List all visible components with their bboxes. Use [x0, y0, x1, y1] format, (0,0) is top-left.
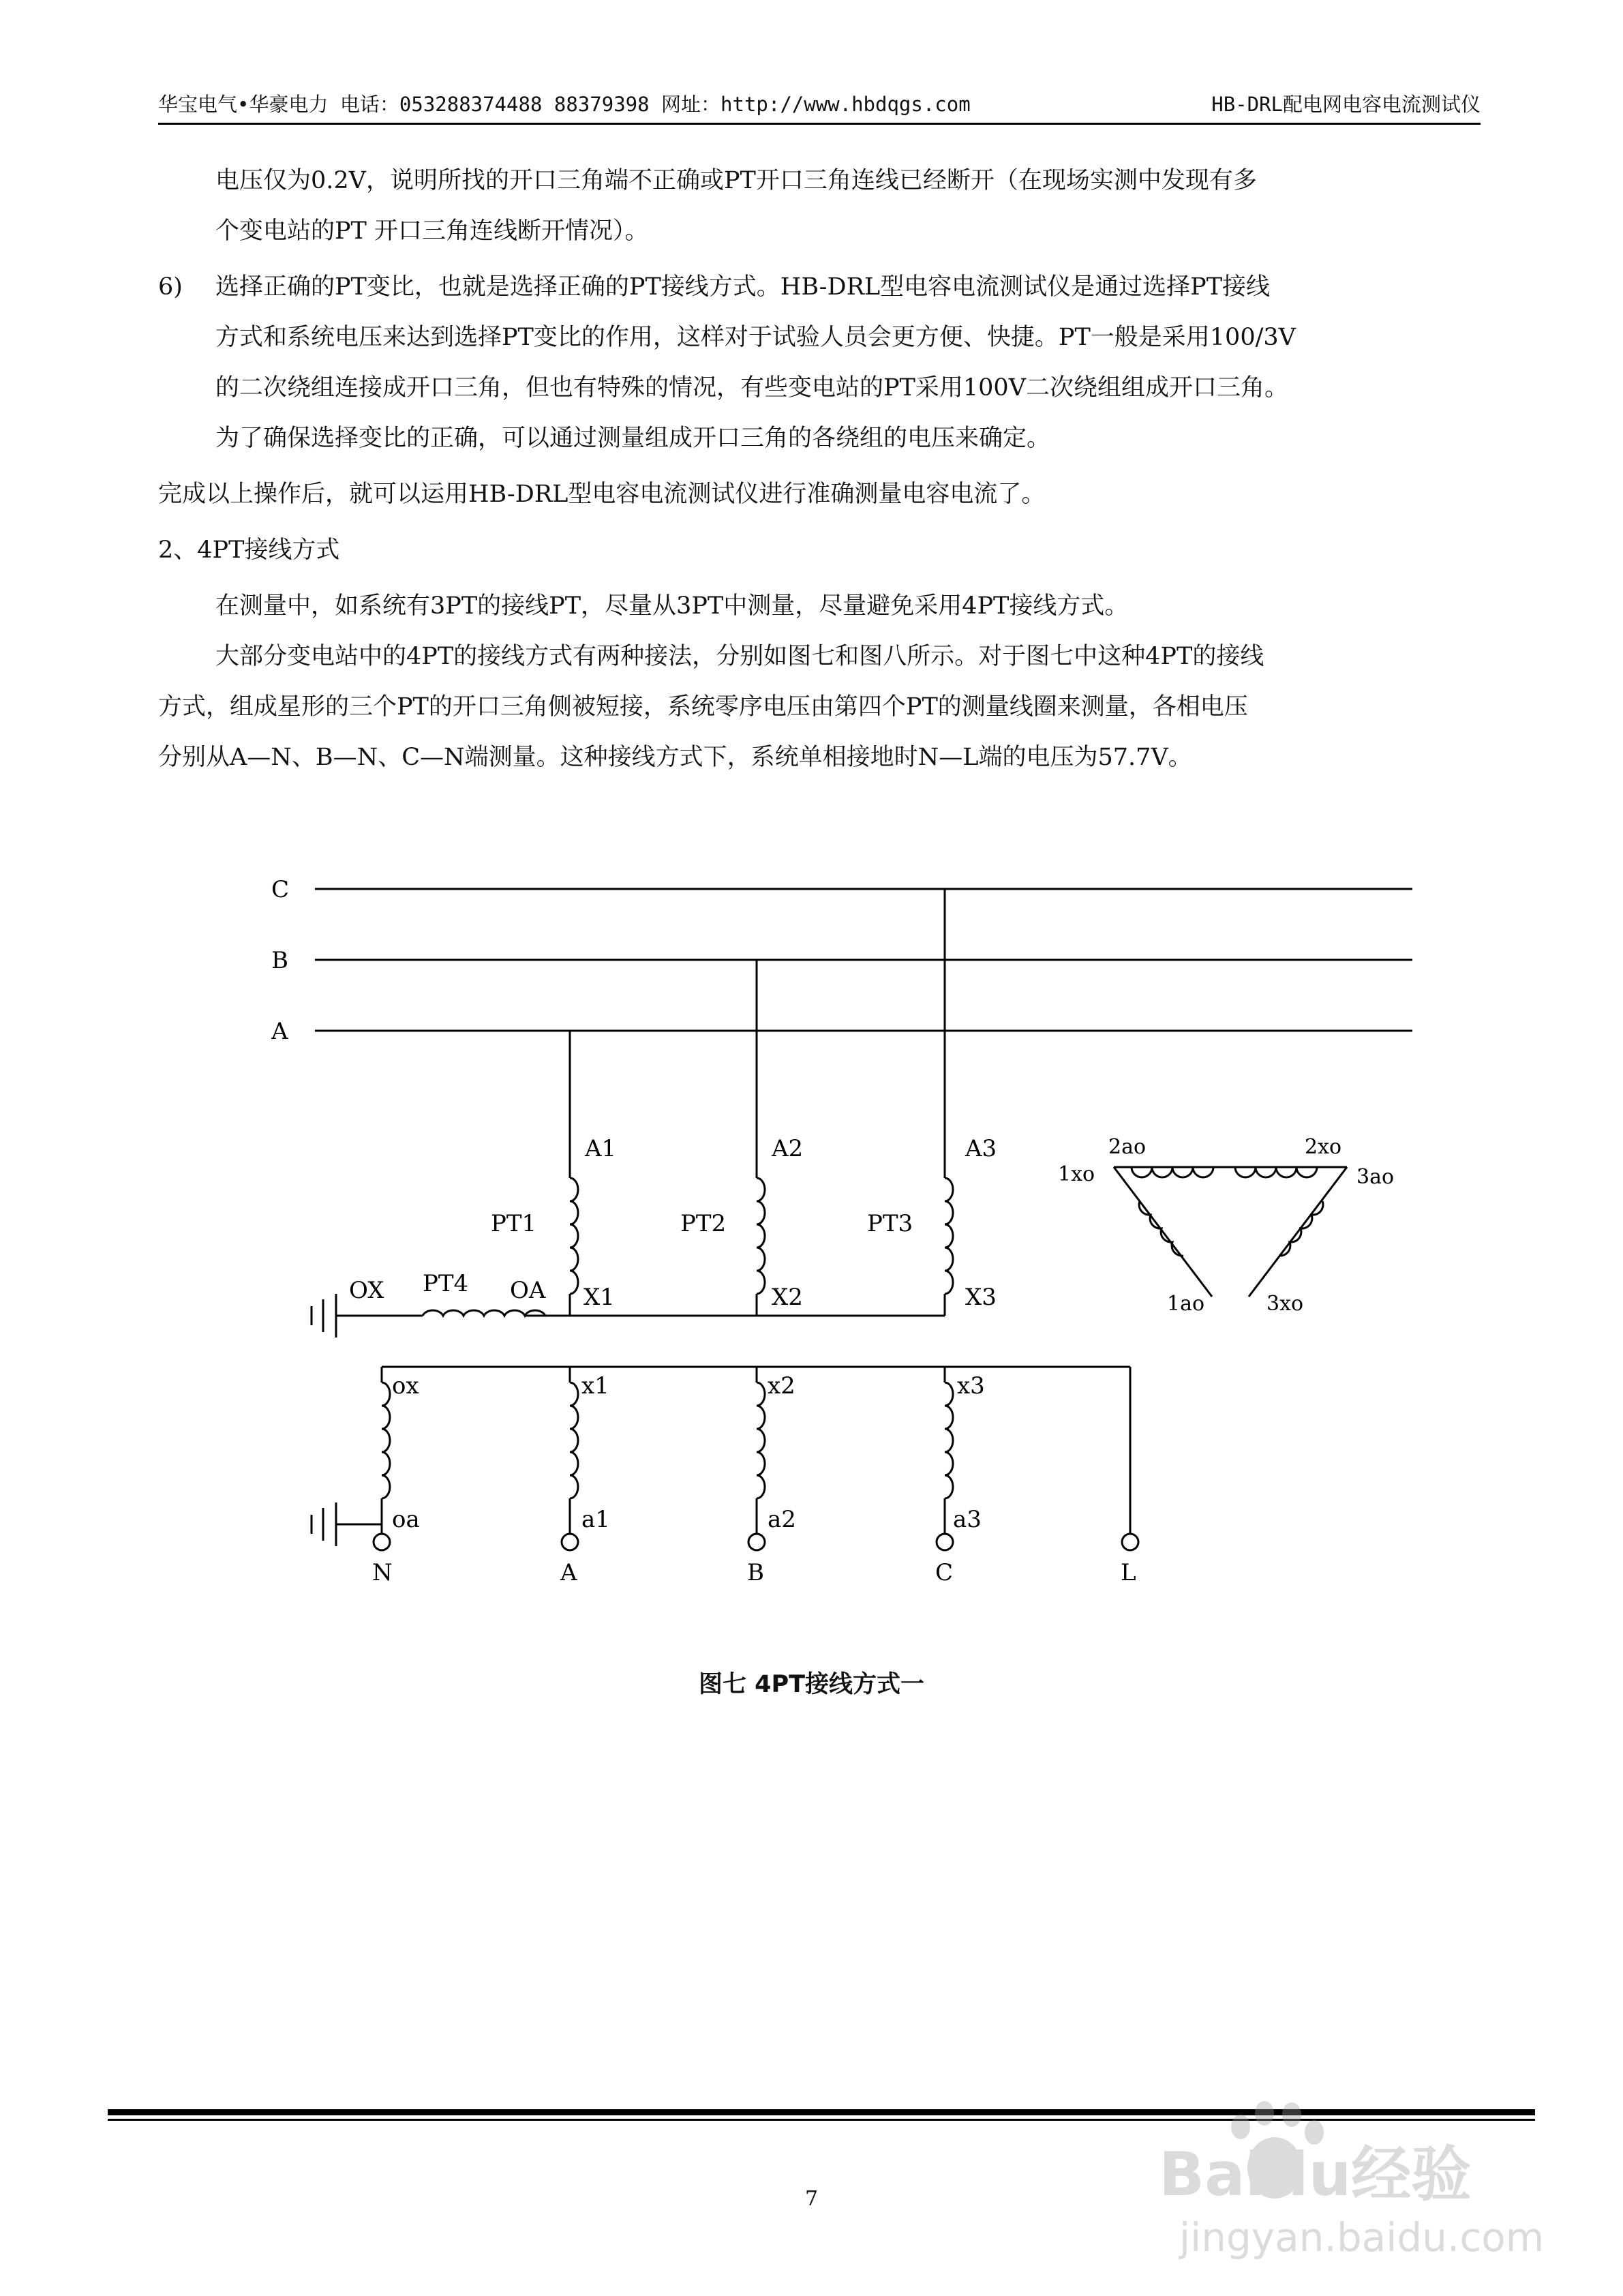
pt2-coil — [757, 1178, 765, 1294]
x1-up-label: X1 — [583, 1284, 615, 1311]
term-l-label: L — [1121, 1559, 1136, 1586]
summary-paragraph: 完成以上操作后，就可以运用HB-DRL型电容电流测试仪进行准确测量电容电流了。 — [158, 481, 1046, 508]
header-company-contact: 华宝电气•华豪电力 电话：053288374488 88379398 网址：http://www.hbdqgs.com — [158, 93, 971, 116]
sa1-label: a1 — [581, 1506, 610, 1533]
terminal-c — [937, 1534, 953, 1550]
term-n-label: N — [372, 1559, 393, 1586]
terminal-a — [562, 1534, 578, 1550]
pt4-label: PT4 — [423, 1270, 469, 1297]
delta-left-edge — [1114, 1167, 1212, 1297]
ox-up-label: OX — [349, 1277, 384, 1304]
bus-b-label: B — [271, 947, 288, 974]
header-product-title: HB-DRL配电网电容电流测试仪 — [1211, 93, 1481, 116]
a2-label: A2 — [772, 1135, 804, 1162]
para-line: 大部分变电站中的4PT的接线方式有两种接法，分别如图七和图八所示。对于图七中这种4PT的接线 — [215, 643, 1264, 670]
x2-up-label: X2 — [772, 1284, 803, 1311]
ox-label: ox — [392, 1372, 419, 1400]
baidu-watermark — [1152, 2072, 1561, 2277]
terminal-b — [748, 1534, 765, 1550]
oa-label: oa — [392, 1506, 420, 1533]
x1-label: x1 — [581, 1372, 609, 1400]
figure-caption: 图七 4PT接线方式一 — [698, 1671, 925, 1698]
page-number: 7 — [804, 2187, 819, 2211]
a3-label: A3 — [965, 1135, 997, 1162]
term-b-label: B — [747, 1559, 764, 1586]
delta-top-coil — [1132, 1167, 1213, 1177]
sa2-label: a2 — [768, 1506, 796, 1533]
terminal-n — [374, 1534, 390, 1550]
term-c-label: C — [935, 1559, 954, 1586]
oa-up-label: OA — [510, 1277, 546, 1304]
pt2-label: PT2 — [680, 1210, 727, 1237]
para-line: 的二次绕组连接成开口三角，但也有特殊的情况，有些变电站的PT采用100V二次绕组组成开口三角。 — [215, 374, 1288, 402]
para-line: 方式和系统电压来达到选择PT变比的作用，这样对于试验人员会更方便、快捷。PT一般是采用100/3V — [215, 324, 1296, 351]
list-number: 6) — [158, 273, 183, 301]
delta-3ao-label: 3ao — [1356, 1165, 1395, 1189]
para-line: 方式，组成星形的三个PT的开口三角侧被短接，系统零序电压由第四个PT的测量线圈来测量，各相电压 — [158, 693, 1248, 721]
x3-up-label: X3 — [965, 1284, 997, 1311]
sa3-label: a3 — [953, 1506, 982, 1533]
measure-paragraph: 在测量中，如系统有3PT的接线PT，尽量从3PT中测量，尽量避免采用4PT接线方式。 — [215, 592, 1129, 620]
section-heading: 2、4PT接线方式 — [158, 537, 340, 564]
para-line: 选择正确的PT变比，也就是选择正确的PT接线方式。HB-DRL型电容电流测试仪是通过选择PT接线 — [215, 273, 1271, 301]
delta-top-coil-2 — [1235, 1167, 1317, 1177]
delta-right-edge — [1249, 1167, 1347, 1297]
x3-label: x3 — [957, 1372, 985, 1400]
ox-coil — [382, 1383, 390, 1498]
x1-coil — [570, 1383, 578, 1498]
watermark-url: jingyan.baidu.com — [1179, 2214, 1545, 2261]
bus-c-label: C — [271, 876, 290, 903]
x3-coil — [945, 1383, 953, 1498]
delta-2xo-label: 2xo — [1305, 1135, 1342, 1159]
bus-a-label: A — [271, 1018, 288, 1045]
delta-1ao-label: 1ao — [1167, 1292, 1205, 1316]
term-a-label: A — [560, 1559, 577, 1586]
para-line: 分别从A—N、B—N、C—N端测量。这种接线方式下，系统单相接地时N—L端的电压为57.7V。 — [158, 744, 1192, 771]
pt1-label: PT1 — [491, 1210, 537, 1237]
pt3-coil — [945, 1178, 953, 1294]
pt1-coil — [570, 1178, 578, 1294]
x2-coil — [757, 1383, 765, 1498]
delta-2ao-label: 2ao — [1108, 1135, 1147, 1159]
a1-label: A1 — [585, 1135, 617, 1162]
delta-1xo-label: 1xo — [1058, 1162, 1095, 1186]
delta-3xo-label: 3xo — [1266, 1292, 1304, 1316]
watermark-brand: Baidu经验 — [1159, 2139, 1472, 2209]
para-line: 个变电站的PT 开口三角连线断开情况）。 — [215, 217, 649, 245]
terminal-l — [1122, 1534, 1138, 1550]
para-line: 电压仅为0.2V，说明所找的开口三角端不正确或PT开口三角连线已经断开（在现场实测中发现有多 — [215, 167, 1257, 194]
para-line: 为了确保选择变比的正确，可以通过测量组成开口三角的各绕组的电压来确定。 — [215, 425, 1051, 452]
pt3-label: PT3 — [867, 1210, 913, 1237]
x2-label: x2 — [768, 1372, 795, 1400]
